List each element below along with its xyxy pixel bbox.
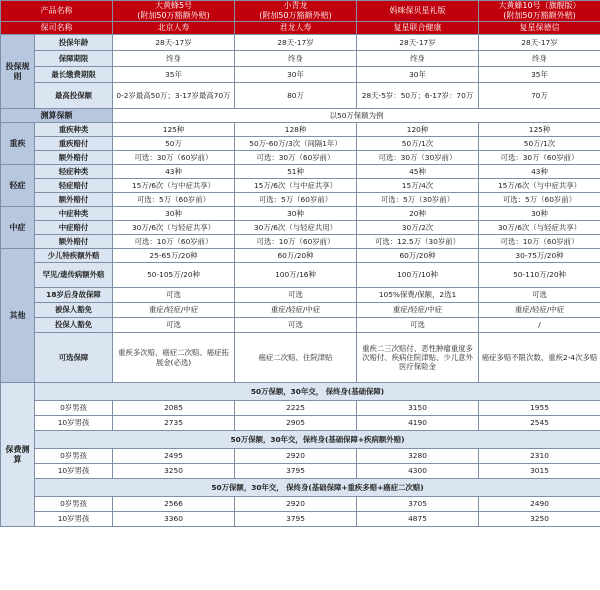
premium-caption-row	[1, 479, 600, 497]
cell: 终身	[113, 51, 235, 67]
row-label: 10岁男孩	[35, 416, 113, 431]
cell: 2905	[235, 416, 357, 431]
table-row	[1, 318, 600, 333]
table-row	[1, 401, 600, 416]
row-label: 中症赔付	[35, 221, 113, 235]
row-label: 0岁男孩	[35, 497, 113, 512]
cell: 51种	[235, 165, 357, 179]
table-row	[1, 67, 600, 83]
cell: 可选：10万（60岁前）	[235, 235, 357, 249]
cell: 4190	[357, 416, 479, 431]
cell: 可选：30万（60岁前）	[235, 151, 357, 165]
measure-label: 测算保额	[1, 109, 113, 123]
cell: 30万/6次（与轻症共用）	[235, 221, 357, 235]
cell: 50-105万/20种	[113, 263, 235, 288]
cell: 2735	[113, 416, 235, 431]
cell: 可选：5万（60岁前）	[235, 193, 357, 207]
cell: 终身	[357, 51, 479, 67]
company-row	[1, 22, 600, 35]
table-row	[1, 333, 600, 383]
table-row	[1, 221, 600, 235]
row-label: 保障期限	[35, 51, 113, 67]
cell: 癌症二次赔、住院津贴	[235, 333, 357, 383]
cell: 癌症多赔不限次数、重疾2-4次多赔	[479, 333, 600, 383]
row-label: 重疾种类	[35, 123, 113, 137]
cell: 125种	[479, 123, 600, 137]
cell: 可选	[235, 318, 357, 333]
table-row	[1, 35, 600, 51]
cell: 可选：12.5万（30岁前）	[357, 235, 479, 249]
cell: 30年	[357, 67, 479, 83]
cell: 28天-17岁	[113, 35, 235, 51]
cell: 28天-17岁	[479, 35, 600, 51]
cell: 128种	[235, 123, 357, 137]
cell: 可选：30万（30岁前）	[357, 151, 479, 165]
row-label: 被保人豁免	[35, 303, 113, 318]
cell: 4300	[357, 464, 479, 479]
cell: 3795	[235, 464, 357, 479]
row-label: 0岁男孩	[35, 449, 113, 464]
cell: 15万/4次	[357, 179, 479, 193]
row-label: 投保人豁免	[35, 318, 113, 333]
cell: 1955	[479, 401, 600, 416]
rule-section-title: 投保规则	[1, 35, 35, 109]
product-row	[1, 1, 600, 22]
table-row	[1, 235, 600, 249]
cell: 2920	[235, 497, 357, 512]
cell: 2085	[113, 401, 235, 416]
row-label: 轻症赔付	[35, 179, 113, 193]
table-row	[1, 83, 600, 109]
cell: 3250	[479, 512, 600, 527]
cell: 2310	[479, 449, 600, 464]
table-row	[1, 123, 600, 137]
cell: 可选：5万（60岁前）	[113, 193, 235, 207]
row-label: 额外赔付	[35, 151, 113, 165]
cell: 可选	[113, 288, 235, 303]
cell: 30种	[479, 207, 600, 221]
row-label: 10岁男孩	[35, 464, 113, 479]
cell: 30-75万/20种	[479, 249, 600, 263]
table-row	[1, 165, 600, 179]
cell: 35年	[479, 67, 600, 83]
row-label: 中症种类	[35, 207, 113, 221]
cell: 50万	[113, 137, 235, 151]
cell: 重症/轻症/中症	[357, 303, 479, 318]
cell: 3705	[357, 497, 479, 512]
premium-caption: 50万保额，30年交， 保终身(基础保障+重疾多赔+癌症二次赔)	[35, 479, 600, 497]
cell: 终身	[235, 51, 357, 67]
cell: 可选	[479, 288, 600, 303]
table-row	[1, 497, 600, 512]
cell: 4875	[357, 512, 479, 527]
cell: 50万/1次	[357, 137, 479, 151]
product-3: 妈咪保贝星礼版	[357, 1, 479, 22]
row-label: 10岁男孩	[35, 512, 113, 527]
product-name-label: 产品名称	[1, 1, 113, 22]
cell: 100万/10种	[357, 263, 479, 288]
cell: 可选	[235, 288, 357, 303]
cell: 43种	[479, 165, 600, 179]
cell: 30种	[113, 207, 235, 221]
premium-caption: 50万保额，30年交， 保终身(基础保障)	[35, 383, 600, 401]
cell: 3360	[113, 512, 235, 527]
row-label: 重疾赔付	[35, 137, 113, 151]
company-1: 北京人寿	[113, 22, 235, 35]
cell: 可选：30万（60岁前）	[113, 151, 235, 165]
row-label: 18岁后身故保障	[35, 288, 113, 303]
cell: /	[479, 318, 600, 333]
cell: 3015	[479, 464, 600, 479]
cell: 30年	[235, 67, 357, 83]
cell: 0-2岁最高50万；3-17岁最高70万	[113, 83, 235, 109]
premium-caption: 50万保额，30年交，保终身(基础保障+疾病额外赔)	[35, 431, 600, 449]
row-label: 轻症种类	[35, 165, 113, 179]
cell: 终身	[479, 51, 600, 67]
product-4: 大黄蜂10号（旗舰版） (附加50万豁额外赔)	[479, 1, 600, 22]
table-row	[1, 249, 600, 263]
company-4: 复星保德信	[479, 22, 600, 35]
cell: 可选	[113, 318, 235, 333]
other-section-title: 其他	[1, 249, 35, 383]
table-row	[1, 416, 600, 431]
cell: 3795	[235, 512, 357, 527]
cell: 2545	[479, 416, 600, 431]
premium-caption-row	[1, 383, 600, 401]
cell: 28天-5岁：50万；6-17岁：70万	[357, 83, 479, 109]
cell: 15万/6次（与中症共享）	[235, 179, 357, 193]
table-row	[1, 151, 600, 165]
measure-row	[1, 109, 600, 123]
cell: 2225	[235, 401, 357, 416]
cell: 重症/轻症/中症	[479, 303, 600, 318]
row-label: 额外赔付	[35, 193, 113, 207]
cell: 120种	[357, 123, 479, 137]
cell: 25-65万/20种	[113, 249, 235, 263]
cell: 60万/20种	[357, 249, 479, 263]
row-label: 罕见/遗传病额外赔	[35, 263, 113, 288]
cell: 3150	[357, 401, 479, 416]
measure-value: 以50万保额为例	[113, 109, 600, 123]
cell: 70万	[479, 83, 600, 109]
cell: 45种	[357, 165, 479, 179]
light-section-title: 轻症	[1, 165, 35, 207]
cell: 3280	[357, 449, 479, 464]
cell: 50万/1次	[479, 137, 600, 151]
table-row	[1, 193, 600, 207]
cell: 30万/6次（与轻症共享）	[113, 221, 235, 235]
cell: 2490	[479, 497, 600, 512]
cell: 重症/轻症/中症	[235, 303, 357, 318]
cell: 可选：5万（30岁前）	[357, 193, 479, 207]
row-label: 额外赔付	[35, 235, 113, 249]
table-row	[1, 263, 600, 288]
cell: 105%保费/保额，2选1	[357, 288, 479, 303]
row-label: 少儿特疾额外赔	[35, 249, 113, 263]
cell: 50-110万/20种	[479, 263, 600, 288]
company-2: 君龙人寿	[235, 22, 357, 35]
cell: 2920	[235, 449, 357, 464]
cell: 重疾二三次赔付、恶性肿瘤重度多次赔付、疾病住院津贴、少儿意外医疗保险金	[357, 333, 479, 383]
cell: 15万/6次（与中症共享）	[113, 179, 235, 193]
table-row	[1, 179, 600, 193]
product-1: 大黄蜂5号 (附加50万豁额外赔)	[113, 1, 235, 22]
cell: 30种	[235, 207, 357, 221]
cell: 重症/轻症/中症	[113, 303, 235, 318]
product-2: 小青龙 (附加50万豁额外赔)	[235, 1, 357, 22]
cell: 60万/20种	[235, 249, 357, 263]
table-row	[1, 512, 600, 527]
cell: 可选：30万（60岁前）	[479, 151, 600, 165]
cell: 15万/6次（与中症共享）	[479, 179, 600, 193]
cell: 43种	[113, 165, 235, 179]
cell: 28天-17岁	[235, 35, 357, 51]
cell: 20种	[357, 207, 479, 221]
cell: 80万	[235, 83, 357, 109]
table-row	[1, 207, 600, 221]
cell: 3250	[113, 464, 235, 479]
cell: 100万/16种	[235, 263, 357, 288]
table-row	[1, 464, 600, 479]
cell: 30万/2次	[357, 221, 479, 235]
table-row	[1, 137, 600, 151]
cell: 可选：5万（60岁前）	[479, 193, 600, 207]
premium-section-title: 保费测算	[1, 383, 35, 527]
company-3: 复星联合健康	[357, 22, 479, 35]
cell: 125种	[113, 123, 235, 137]
premium-caption-row	[1, 431, 600, 449]
row-label: 可选保障	[35, 333, 113, 383]
cell: 35年	[113, 67, 235, 83]
cell: 30万/6次（与轻症共享）	[479, 221, 600, 235]
cell: 重疾多次赔、癌症二次赔、癌症拓展金(必选)	[113, 333, 235, 383]
cell: 2495	[113, 449, 235, 464]
cell: 50万-60万/3次（间隔1年）	[235, 137, 357, 151]
table-row	[1, 449, 600, 464]
mid-section-title: 中症	[1, 207, 35, 249]
table-row	[1, 51, 600, 67]
cell: 可选：10万（60岁前）	[479, 235, 600, 249]
heavy-section-title: 重疾	[1, 123, 35, 165]
cell: 可选	[357, 318, 479, 333]
row-label: 0岁男孩	[35, 401, 113, 416]
table-row	[1, 303, 600, 318]
table-row	[1, 288, 600, 303]
cell: 可选：10万（60岁前）	[113, 235, 235, 249]
row-label: 投保年龄	[35, 35, 113, 51]
company-label: 保司名称	[1, 22, 113, 35]
row-label: 最长缴费期限	[35, 67, 113, 83]
cell: 2566	[113, 497, 235, 512]
cell: 28天-17岁	[357, 35, 479, 51]
row-label: 最高投保额	[35, 83, 113, 109]
